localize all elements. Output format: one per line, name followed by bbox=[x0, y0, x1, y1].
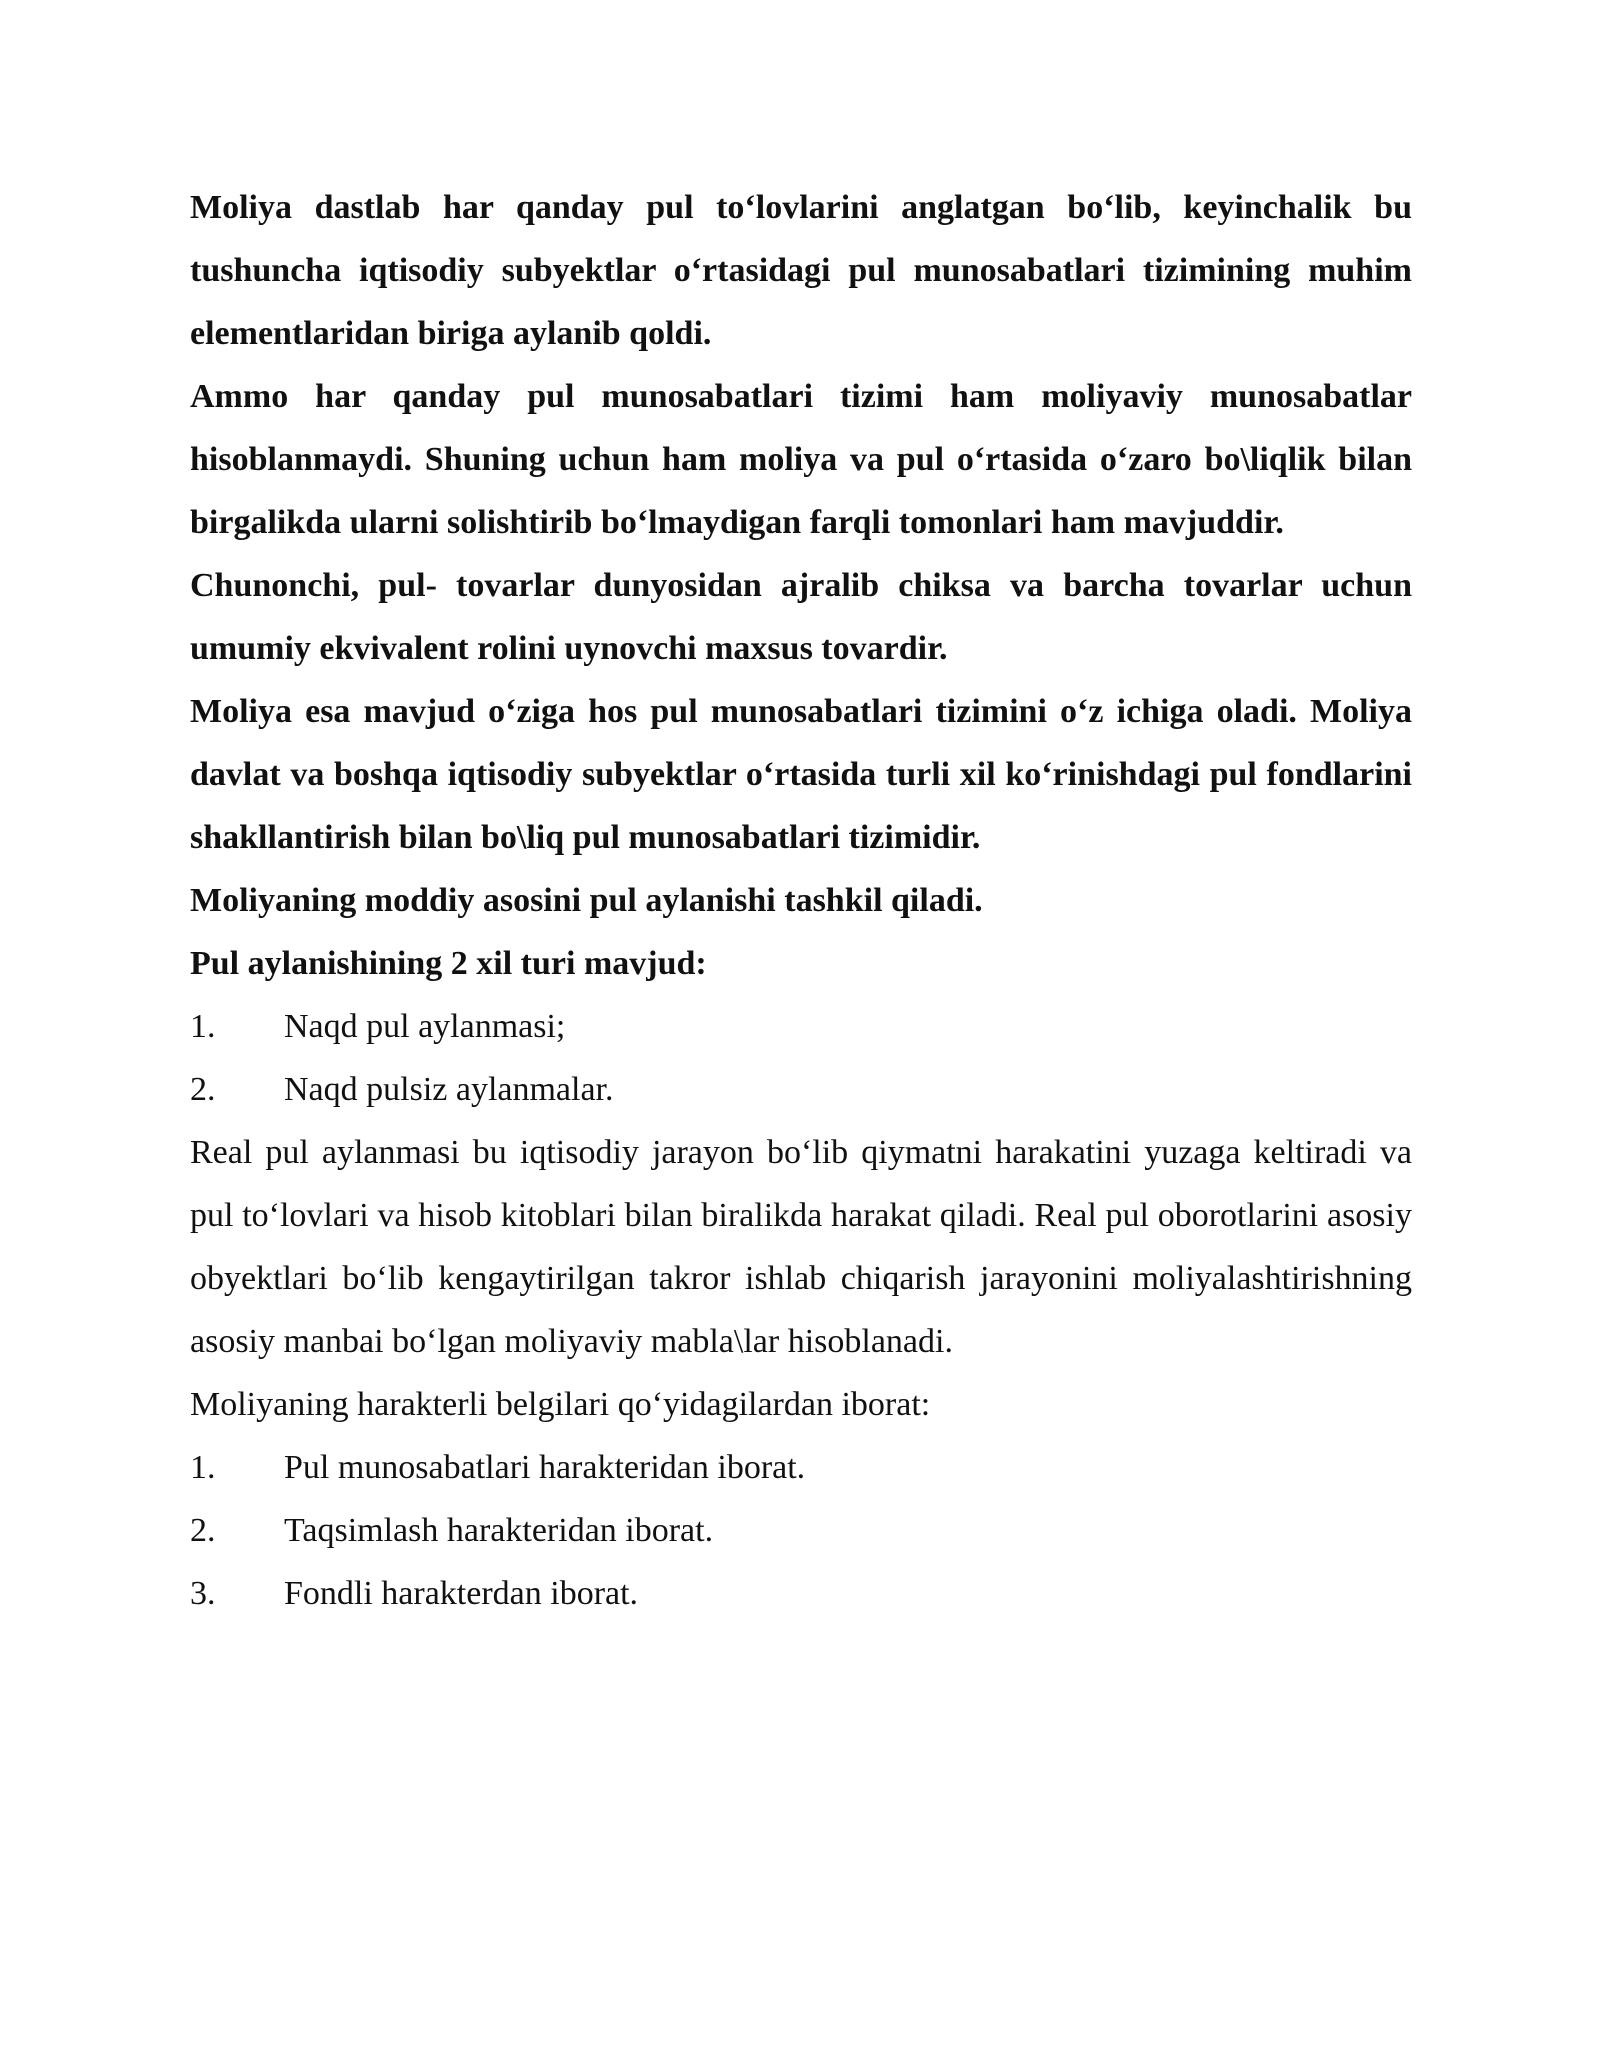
paragraph-moliya-definition: Moliya dastlab har qanday pul to‘lovlarini anglatgan bo‘lib, keyinchalik bu tushuncha iqtisodiy subyektlar o‘rtasidagi pul munosabatlari tizimining muhim elementlaridan biriga aylanib qoldi. bbox=[190, 189, 1412, 352]
list-item bbox=[190, 1058, 1412, 1121]
list-item bbox=[190, 1436, 1412, 1499]
paragraph-pul-aylanishi-turlari: Pul aylanishining 2 xil turi mavjud: bbox=[190, 945, 707, 982]
list-text: Fondli harakterdan iborat. bbox=[284, 1575, 639, 1612]
list-text: Pul munosabatlari harakteridan iborat. bbox=[284, 1449, 806, 1486]
list-number: 1. bbox=[190, 1449, 216, 1486]
paragraph-moddiy-asos: Moliyaning moddiy asosini pul aylanishi tashkil qiladi. bbox=[190, 882, 983, 919]
paragraph-chunonchi: Chunonchi, pul- tovarlar dunyosidan ajralib chiksa va barcha tovarlar uchun umumiy ekvivalent rolini uynovchi maxsus tovardir. bbox=[190, 567, 1412, 667]
list-text: Taqsimlash harakteridan iborat. bbox=[284, 1512, 714, 1549]
paragraph-harakterli-belgilar: Moliyaning harakterli belgilari qo‘yidagilardan iborat: bbox=[190, 1386, 931, 1423]
list-item bbox=[190, 1562, 1412, 1625]
list-number: 2. bbox=[190, 1512, 216, 1549]
list-number: 3. bbox=[190, 1575, 216, 1612]
paragraph-moliya-esa: Moliya esa mavjud o‘ziga hos pul munosabatlari tizimini o‘z ichiga oladi. Moliya davlat va boshqa iqtisodiy subyektlar o‘rtasida turli xil ko‘rinishdagi pul fondlarini shakllantirish bilan bo\liq pul munosabatlari tizimidir. bbox=[190, 693, 1412, 856]
list-item bbox=[190, 995, 1412, 1058]
paragraph-pul-munosabatlari: Ammo har qanday pul munosabatlari tizimi ham moliyaviy munosabatlar hisoblanmaydi. Shuning uchun ham moliya va pul o‘rtasida o‘zaro bo\liqlik bilan birgalikda ularni solishtirib bo‘lmaydigan farqli tomonlari ham mavjuddir. bbox=[190, 378, 1412, 541]
paragraph-real-pul-aylanmasi: Real pul aylanmasi bu iqtisodiy jarayon bo‘lib qiymatni harakatini yuzaga keltiradi va pul to‘lovlari va hisob kitoblari bilan biralikda harakat qiladi. Real pul oborotlarini asosiy obyektlari bo‘lib kengaytirilgan takror ishlab chiqarish jarayonini moliyalashtirishning asosiy manbai bo‘lgan moliyaviy mabla\lar hisoblanadi. bbox=[190, 1134, 1412, 1360]
list-text: Naqd pulsiz aylanmalar. bbox=[284, 1071, 614, 1108]
document-page bbox=[190, 176, 1412, 1625]
list-number: 1. bbox=[190, 1008, 216, 1045]
list-text: Naqd pul aylanmasi; bbox=[284, 1008, 566, 1045]
list-harakterli-belgilar bbox=[190, 1436, 1412, 1625]
list-item bbox=[190, 1499, 1412, 1562]
list-number: 2. bbox=[190, 1071, 216, 1108]
list-pul-aylanishi bbox=[190, 995, 1412, 1121]
